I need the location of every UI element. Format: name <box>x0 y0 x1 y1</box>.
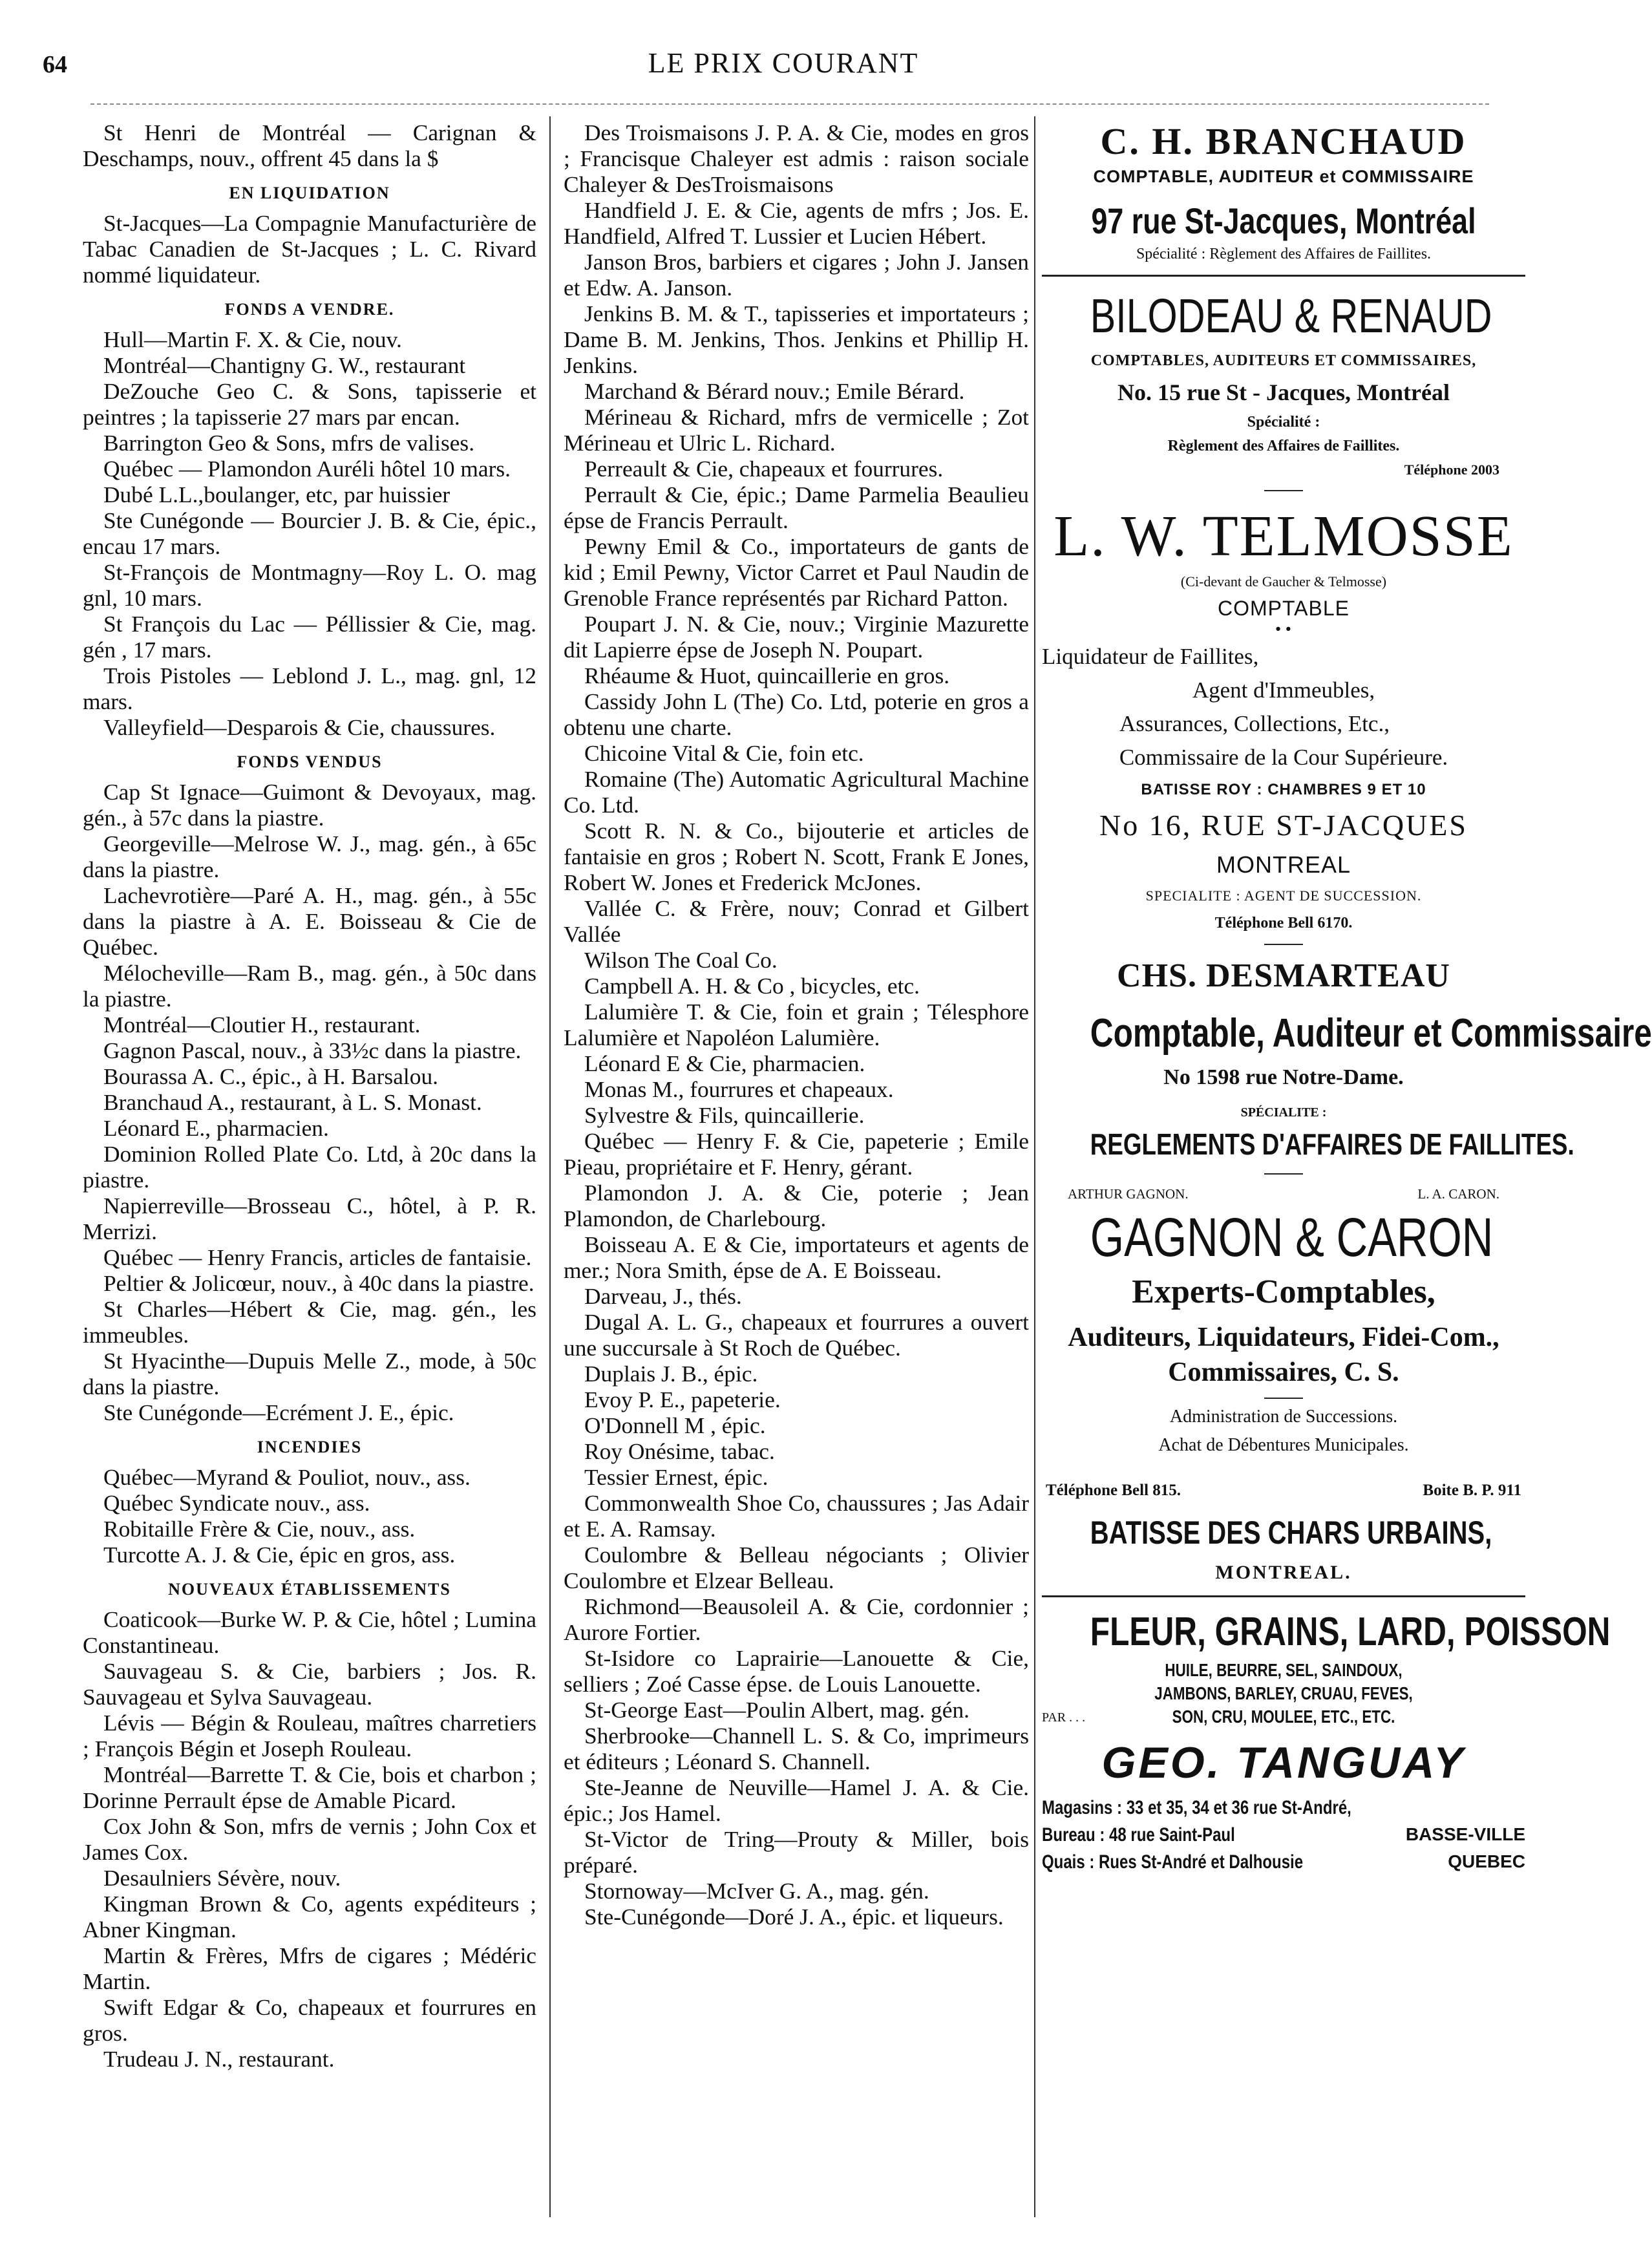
ad-line: Assurances, Collections, Etc., <box>1119 711 1390 736</box>
ad-items: SON, CRU, MOULEE, ETC., ETC. <box>1172 1707 1395 1727</box>
ad-name: GAGNON & CARON <box>1090 1207 1494 1268</box>
ad-desmarteau <box>1042 957 1652 1162</box>
listing-entry: Montréal—Chantigny G. W., restaurant <box>103 352 466 378</box>
listing-entry: St-Jacques—La Compagnie Manufacturière de Tabac Canadien de St-Jacques ; L. C. Rivard nommé liquidateur. <box>83 210 536 288</box>
listing-entry: Swift Edgar & Co, chapeaux et fourrures en gros. <box>83 1994 536 2046</box>
ad-specialty: Spécialité : Règlement des Affaires de Faillites. <box>1136 246 1432 262</box>
listing-entry: Trudeau J. N., restaurant. <box>103 2046 335 2072</box>
ad-role: COMPTABLE, AUDITEUR et COMMISSAIRE <box>1093 167 1474 186</box>
listing-entry: Québec Syndicate nouv., ass. <box>103 1490 370 1516</box>
listing-entry: Cox John & Son, mfrs de vernis ; John Cox et James Cox. <box>83 1813 536 1865</box>
listing-entry: Dominion Rolled Plate Co. Ltd, à 20c dans la piastre. <box>83 1141 536 1193</box>
listing-entry: St-Victor de Tring—Prouty & Miller, bois préparé. <box>564 1826 1029 1878</box>
listing-entry: Cassidy John L (The) Co. Ltd, poterie en gros a obtenu une charte. <box>564 688 1029 740</box>
ad-box: Boite B. P. 911 <box>1423 1482 1521 1499</box>
listing-entry: Coulombre & Belleau négociants ; Olivier Coulombre et Elzear Belleau. <box>564 1542 1029 1593</box>
listing-entry: Montréal—Cloutier H., restaurant. <box>103 1012 421 1038</box>
listing-entry: Lévis — Bégin & Rouleau, maîtres charretiers ; François Bégin et Joseph Rouleau. <box>83 1710 536 1761</box>
ad-line: Administration de Successions. <box>1169 1407 1398 1427</box>
listing-entry: Barrington Geo & Sons, mfrs de valises. <box>103 430 475 456</box>
ad-name: BILODEAU & RENAUD <box>1090 289 1492 343</box>
ad-address: No. 15 rue St - Jacques, Montréal <box>1117 379 1450 405</box>
ad-title: Experts-Comptables, <box>1132 1273 1435 1310</box>
ad-separator <box>1264 490 1303 491</box>
journal-title: LE PRIX COURANT <box>648 47 919 79</box>
listing-entry: Scott R. N. & Co., bijouterie et articles de fantaisie en gros ; Robert N. Scott, Frank E Jones, Robert W. Jones et Frederick McJones. <box>564 818 1029 895</box>
ad-title: Comptable, Auditeur et Commissaire <box>1090 1011 1652 1056</box>
listing-entry: Richmond—Beausoleil A. & Cie, cordonnier ; Aurore Fortier. <box>564 1593 1029 1645</box>
ad-bilodeau-renaud <box>1042 288 1525 478</box>
ad-building: BATISSE ROY : CHAMBRES 9 ET 10 <box>1141 781 1426 798</box>
listing-entry: Montréal—Barrette T. & Cie, bois et charbon ; Dorinne Perrault épse de Amable Picard. <box>83 1761 536 1813</box>
listing-entry: Ste Cunégonde—Ecrément J. E., épic. <box>103 1399 454 1425</box>
ad-address: No 1598 rue Notre-Dame. <box>1163 1065 1404 1089</box>
listing-entry: Campbell A. H. & Co , bicycles, etc. <box>584 973 920 999</box>
ad-address: 97 rue St-Jacques, Montréal <box>1091 200 1476 241</box>
listing-entry: Handfield J. E. & Cie, agents de mfrs ; Jos. E. Handfield, Alfred T. Lussier et Lucien Hébert. <box>564 197 1029 249</box>
ad-specialty-label: SPÉCIALITE : <box>1240 1105 1327 1120</box>
ad-quais: Quais : Rues St-André et Dalhousie <box>1042 1851 1304 1873</box>
listing-entry: DeZouche Geo C. & Sons, tapisserie et peintres ; la tapisserie 27 mars par encan. <box>83 378 536 430</box>
ad-gagnon-caron <box>1042 1186 1525 1584</box>
listing-entry: Valleyfield—Desparois & Cie, chaussures. <box>103 714 496 740</box>
ad-partners <box>1042 1186 1525 1202</box>
ad-role: COMPTABLES, AUDITEURS ET COMMISSAIRES, <box>1090 352 1477 369</box>
listing-entry: St-François de Montmagny—Roy L. O. mag gnl, 10 mars. <box>83 559 536 611</box>
listing-entry: Wilson The Coal Co. <box>584 947 778 973</box>
ad-line: Liquidateur de Faillites, <box>1042 644 1259 669</box>
column-divider <box>1034 116 1035 2217</box>
column-divider <box>549 116 551 2217</box>
listing-entry: St-George East—Poulin Albert, mag. gén. <box>584 1697 969 1723</box>
listing-entry: St Henri de Montréal — Carignan & Deschamps, nouv., offrent 45 dans la $ <box>83 120 536 171</box>
ad-basse-ville: BASSE-VILLE <box>1405 1824 1525 1844</box>
listing-entry: Vallée C. & Frère, nouv; Conrad et Gilbert Vallée <box>564 895 1029 947</box>
listing-entry: Cap St Ignace—Guimont & Devoyaux, mag. gén., à 57c dans la piastre. <box>83 779 536 831</box>
ad-name: C. H. BRANCHAUD <box>1100 120 1467 162</box>
listing-entry: St-Isidore co Laprairie—Lanouette & Cie, selliers ; Zoé Casse épse. de Louis Lanouette. <box>564 1645 1029 1697</box>
section-heading: FONDS VENDUS <box>237 752 383 771</box>
page-header <box>0 0 1567 97</box>
ad-name: CHS. DESMARTEAU <box>1117 957 1450 994</box>
ad-specialty-label: Spécialité : <box>1247 414 1320 431</box>
listing-entry: St Charles—Hébert & Cie, mag. gén., les immeubles. <box>83 1296 536 1348</box>
listing-entry: Sherbrooke—Channell L. S. & Co, imprimeurs et éditeurs ; Léonard S. Channell. <box>564 1723 1029 1774</box>
listing-entry: Sylvestre & Fils, quincaillerie. <box>584 1102 865 1128</box>
listing-entry: Boisseau A. E & Cie, importateurs et agents de mer.; Nora Smith, épse de A. E Boisseau. <box>564 1231 1029 1283</box>
ad-separator <box>1264 1398 1303 1399</box>
listing-entry: Georgeville—Melrose W. J., mag. gén., à 65c dans la piastre. <box>83 831 536 882</box>
ad-former: (Ci-devant de Gaucher & Telmosse) <box>1180 573 1387 590</box>
listing-entry: Léonard E., pharmacien. <box>103 1115 329 1141</box>
ad-phone: Téléphone 2003 <box>1404 462 1499 478</box>
listing-entry: Lalumière T. & Cie, foin et grain ; Télesphore Lalumière et Napoléon Lalumière. <box>564 999 1029 1050</box>
ad-specialty: Règlement des Affaires de Faillites. <box>1167 438 1400 454</box>
listing-entry: Rhéaume & Huot, quincaillerie en gros. <box>584 663 950 688</box>
column-middle <box>564 120 1029 1930</box>
section-heading: EN LIQUIDATION <box>229 184 390 202</box>
listing-entry: Robitaille Frère & Cie, nouv., ass. <box>103 1516 416 1542</box>
ad-description: Auditeurs, Liquidateurs, Fidei-Com., Commissaires, C. S. <box>1068 1323 1499 1387</box>
ad-line: Agent d'Immeubles, <box>1192 677 1375 703</box>
listing-entry: Chicoine Vital & Cie, foin etc. <box>584 740 864 766</box>
listing-entry: Jenkins B. M. & T., tapisseries et importateurs ; Dame B. M. Jenkins, Thos. Jenkins et Phillip H. Jenkins. <box>564 301 1029 378</box>
listing-entry: Gagnon Pascal, nouv., à 33½c dans la piastre. <box>103 1038 522 1063</box>
listing-entry: Tessier Ernest, épic. <box>584 1464 768 1490</box>
ad-quebec: QUEBEC <box>1448 1851 1525 1871</box>
listing-entry: Hull—Martin F. X. & Cie, nouv. <box>103 326 402 352</box>
listing-entry: Mélocheville—Ram B., mag. gén., à 50c dans la piastre. <box>83 960 536 1012</box>
column-left <box>83 120 536 2072</box>
listing-entry: Darveau, J., thés. <box>584 1283 742 1309</box>
ad-title: COMPTABLE <box>1218 597 1350 620</box>
listing-entry: Janson Bros, barbiers et cigares ; John J. Jansen et Edw. A. Janson. <box>564 249 1029 301</box>
ad-specialty: REGLEMENTS D'AFFAIRES DE FAILLITES. <box>1090 1127 1574 1161</box>
ad-shops: Magasins : 33 et 35, 34 et 36 rue St-André, <box>1042 1797 1351 1818</box>
ad-name: GEO. TANGUAY <box>1101 1738 1466 1787</box>
listing-entry: Mérineau & Richard, mfrs de vermicelle ; Zot Mérineau et Ulric L. Richard. <box>564 404 1029 456</box>
ad-address: No 16, RUE ST-JACQUES <box>1099 809 1468 842</box>
listing-entry: Dubé L.L.,boulanger, etc, par huissier <box>103 482 450 507</box>
listing-entry: Trois Pistoles — Leblond J. L., mag. gnl, 12 mars. <box>83 663 536 714</box>
listing-entry: Martin & Frères, Mfrs de cigares ; Médéric Martin. <box>83 1942 536 1994</box>
listing-entry: Ste-Cunégonde—Doré J. A., épic. et liqueurs. <box>584 1904 1004 1930</box>
ad-items-row <box>1042 1707 1525 1727</box>
ad-separator <box>1042 275 1525 277</box>
listing-entry: Commonwealth Shoe Co, chaussures ; Jas Adair et E. A. Ramsay. <box>564 1490 1029 1542</box>
listing-entry: Léonard E & Cie, pharmacien. <box>584 1050 865 1076</box>
listing-entry: Peltier & Jolicœur, nouv., à 40c dans la piastre. <box>103 1270 535 1296</box>
listing-entry: St François du Lac — Péllissier & Cie, mag. gén , 17 mars. <box>83 611 536 663</box>
ad-par: PAR . . . <box>1042 1710 1086 1725</box>
listing-entry: Ste-Jeanne de Neuville—Hamel J. A. & Cie. épic.; Jos Hamel. <box>564 1774 1029 1826</box>
ad-partner: L. A. CARON. <box>1417 1186 1499 1202</box>
page-number: 64 <box>43 51 67 78</box>
ad-items: HUILE, BEURRE, SEL, SAINDOUX, <box>1165 1660 1403 1680</box>
listing-entry: Evoy P. E., papeterie. <box>584 1387 781 1412</box>
listing-entry: Roy Onésime, tabac. <box>584 1438 775 1464</box>
listing-entry: Québec — Henry Francis, articles de fantaisie. <box>103 1244 532 1270</box>
listing-entry: Québec—Myrand & Pouliot, nouv., ass. <box>103 1464 471 1490</box>
ad-quais-row <box>1042 1851 1525 1873</box>
listing-entry: Turcotte A. J. & Cie, épic en gros, ass. <box>103 1542 456 1568</box>
ad-line: Achat de Débentures Municipales. <box>1158 1435 1409 1455</box>
listing-entry: Bourassa A. C., épic., à H. Barsalou. <box>103 1063 438 1089</box>
ad-phone: Téléphone Bell 6170. <box>1214 915 1353 931</box>
listing-entry: Romaine (The) Automatic Agricultural Machine Co. Ltd. <box>564 766 1029 818</box>
ad-tanguay <box>1042 1609 1611 1873</box>
listing-entry: Québec — Henry F. & Cie, papeterie ; Emile Pieau, propriétaire et F. Henry, gérant. <box>564 1128 1029 1180</box>
ad-name: L. W. TELMOSSE <box>1054 504 1514 568</box>
listing-entry: Pewny Emil & Co., importateurs de gants de kid ; Emil Pewny, Victor Carret et Paul Naudin de Grenoble France représentés par Richard Patton. <box>564 533 1029 611</box>
listing-entry: O'Donnell M , épic. <box>584 1412 766 1438</box>
ad-telmosse <box>1042 503 1525 932</box>
listing-entry: Napierreville—Brosseau C., hôtel, à P. R. Merrizi. <box>83 1193 536 1244</box>
ad-city: MONTREAL <box>1216 851 1351 878</box>
listing-entry: Ste Cunégonde — Bourcier J. B. & Cie, épic., encau 17 mars. <box>83 507 536 559</box>
ad-city: MONTREAL. <box>1215 1562 1352 1583</box>
advertisement-column <box>1042 120 1652 1873</box>
listing-entry: Sauvageau S. & Cie, barbiers ; Jos. R. Sauvageau et Sylva Sauvageau. <box>83 1658 536 1710</box>
ad-headline: FLEUR, GRAINS, LARD, POISSON <box>1090 1610 1611 1654</box>
ad-branchaud <box>1042 120 1525 263</box>
listing-entry: Coaticook—Burke W. P. & Cie, hôtel ; Lumina Constantineau. <box>83 1606 536 1658</box>
listing-entry: Marchand & Bérard nouv.; Emile Bérard. <box>584 378 965 404</box>
ad-separator <box>1042 1595 1525 1597</box>
listing-entry: Des Troismaisons J. P. A. & Cie, modes en gros ; Francisque Chaleyer est admis : raison sociale Chaleyer & DesTroismaisons <box>564 120 1029 197</box>
ad-partner: ARTHUR GAGNON. <box>1068 1186 1189 1202</box>
listing-entry: Lachevrotière—Paré A. H., mag. gén., à 55c dans la piastre à A. E. Boisseau & Cie de Québec. <box>83 882 536 960</box>
ad-dots: • • <box>1275 621 1292 637</box>
listing-entry: Québec — Plamondon Auréli hôtel 10 mars. <box>103 456 511 482</box>
ad-bureau: Bureau : 48 rue Saint-Paul <box>1042 1824 1235 1846</box>
listing-entry: Perreault & Cie, chapeaux et fourrures. <box>584 456 944 482</box>
ad-separator <box>1264 944 1303 945</box>
listing-entry: Stornoway—McIver G. A., mag. gén. <box>584 1878 929 1904</box>
ad-bureau-row <box>1042 1824 1525 1846</box>
section-heading: NOUVEAUX ÉTABLISSEMENTS <box>168 1580 451 1599</box>
header-rule <box>90 103 1489 105</box>
listing-entry: Duplais J. B., épic. <box>584 1361 758 1387</box>
listing-entry: Perrault & Cie, épic.; Dame Parmelia Beaulieu épse de Francis Perrault. <box>564 482 1029 533</box>
listing-entry: Plamondon J. A. & Cie, poterie ; Jean Plamondon, de Charlebourg. <box>564 1180 1029 1231</box>
listing-entry: Dugal A. L. G., chapeaux et fourrures a ouvert une succursale à St Roch de Québec. <box>564 1309 1029 1361</box>
listing-entry: Branchaud A., restaurant, à L. S. Monast. <box>103 1089 482 1115</box>
ad-items: JAMBONS, BARLEY, CRUAU, FEVES, <box>1154 1683 1413 1703</box>
section-heading: INCENDIES <box>257 1438 363 1456</box>
ad-building: BATISSE DES CHARS URBAINS, <box>1090 1515 1492 1551</box>
listing-entry: St Hyacinthe—Dupuis Melle Z., mode, à 50c dans la piastre. <box>83 1348 536 1399</box>
ad-specialty: SPECIALITE : AGENT DE SUCCESSION. <box>1145 888 1422 904</box>
section-heading: FONDS A VENDRE. <box>224 300 395 319</box>
listing-entry: Monas M., fourrures et chapeaux. <box>584 1076 894 1102</box>
listing-entry: Desaulniers Sévère, nouv. <box>103 1865 341 1891</box>
ad-line: Commissaire de la Cour Supérieure. <box>1119 745 1448 770</box>
ad-phone: Téléphone Bell 815. <box>1046 1482 1181 1499</box>
ad-contact-row <box>1042 1482 1525 1500</box>
listing-entry: Poupart J. N. & Cie, nouv.; Virginie Mazurette dit Lapierre épse de Joseph N. Poupart. <box>564 611 1029 663</box>
ad-separator <box>1264 1173 1303 1175</box>
listing-entry: Kingman Brown & Co, agents expéditeurs ; Abner Kingman. <box>83 1891 536 1942</box>
